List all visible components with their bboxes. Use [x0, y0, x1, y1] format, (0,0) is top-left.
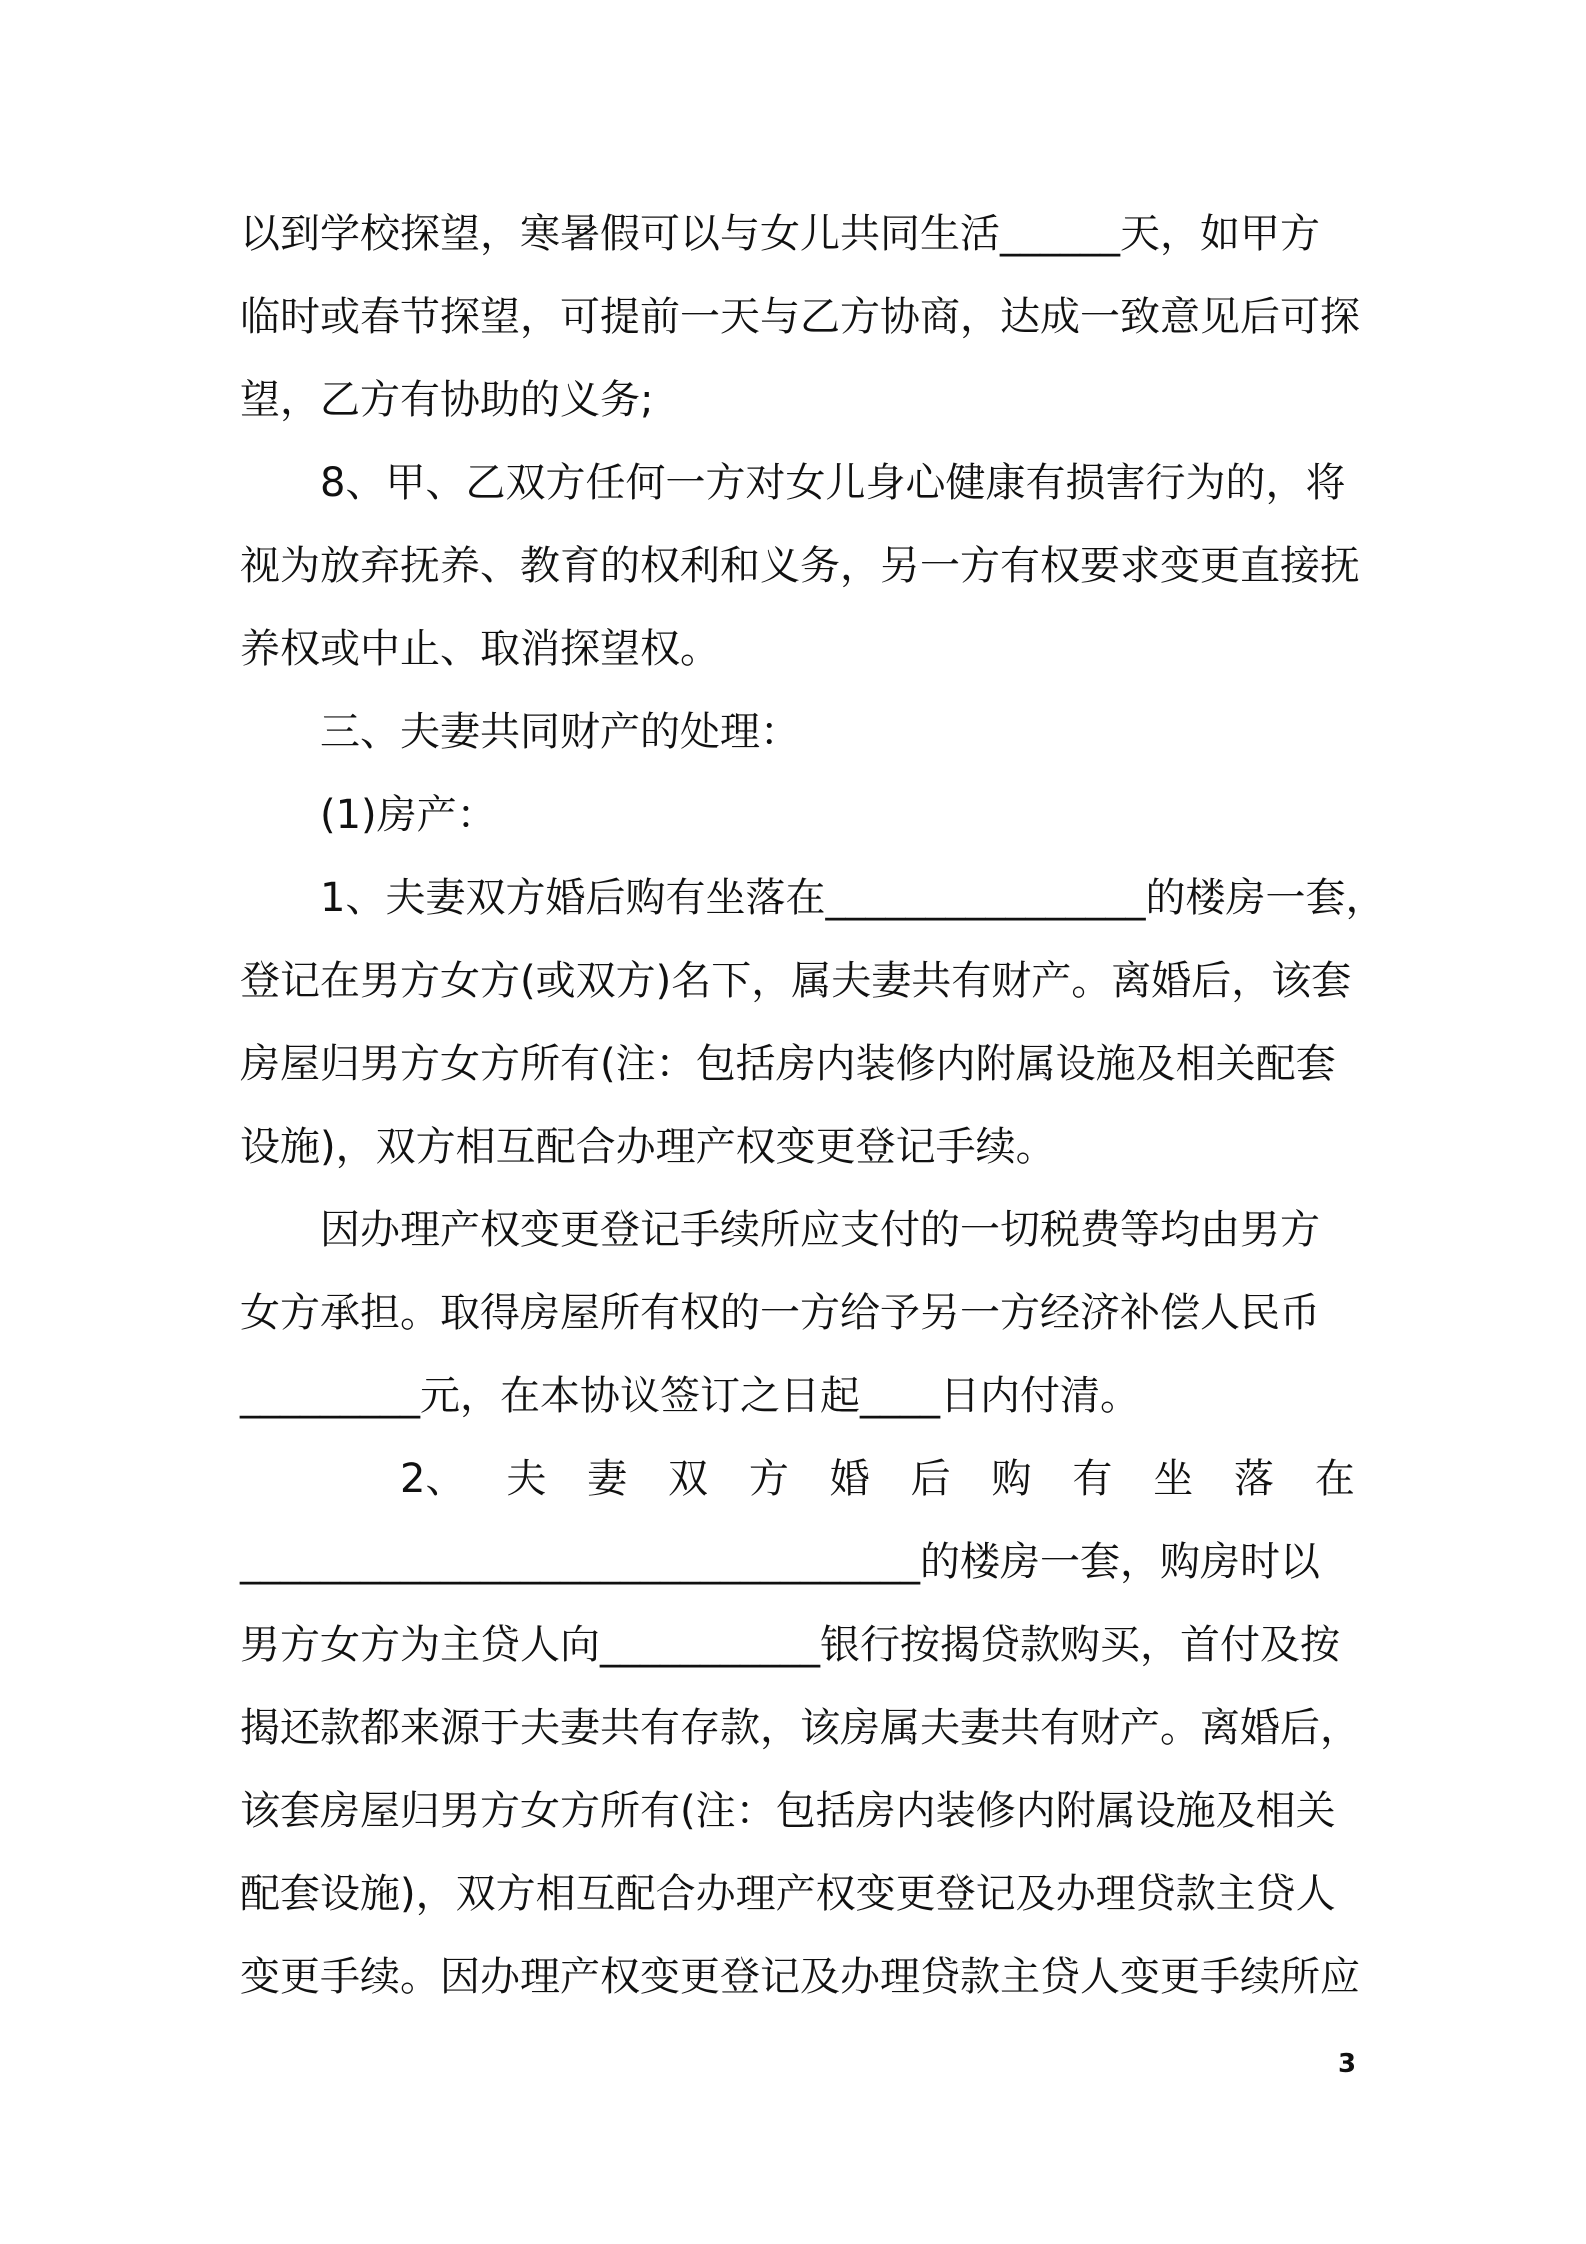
spread-char: 落 [1234, 1456, 1275, 1502]
text-line: 变更手续。因办理产权变更登记及办理贷款主贷人变更手续所应 [240, 1954, 1360, 2000]
text-line: 8、甲、乙双方任何一方对女儿身心健康有损害行为的，将 [320, 460, 1346, 506]
text-line: 临时或春节探望，可提前一天与乙方协商，达成一致意见后可探 [240, 294, 1360, 340]
text-line: 望，乙方有协助的义务; [240, 377, 654, 423]
text-line: 因办理产权变更登记手续所应支付的一切税费等均由男方 [320, 1207, 1320, 1253]
text-line: 配套设施)，双方相互配合办理产权变更登记及办理贷款主贷人 [240, 1871, 1336, 1917]
text-line: __________________________________的楼房一套，购房时以 [240, 1539, 1320, 1585]
text-line: 以到学校探望，寒暑假可以与女儿共同生活______天，如甲方 [240, 211, 1320, 257]
text-line: 登记在男方女方(或双方)名下，属夫妻共有财产。离婚后，该套 [240, 958, 1352, 1004]
text-line: 视为放弃抚养、教育的权利和义务，另一方有权要求变更直接抚 [240, 543, 1360, 589]
spread-char: 后 [910, 1456, 951, 1502]
text-line: 揭还款都来源于夫妻共有存款，该房属夫妻共有财产。离婚后， [240, 1705, 1360, 1751]
spread-char: 妻 [587, 1456, 628, 1502]
spread-char: 有 [1072, 1456, 1113, 1502]
document-body [240, 193, 1386, 2019]
spread-text-line [240, 1438, 1355, 1521]
page-number: 3 [1338, 2049, 1357, 2079]
text-line: 设施)，双方相互配合办理产权变更登记手续。 [240, 1124, 1056, 1170]
text-line: _________元，在本协议签订之日起____日内付清。 [240, 1373, 1140, 1419]
spread-char: 2、 [400, 1456, 466, 1502]
spread-char: 双 [668, 1456, 709, 1502]
text-line: 女方承担。取得房屋所有权的一方给予另一方经济补偿人民币 [240, 1290, 1320, 1336]
section-heading: 三、夫妻共同财产的处理： [320, 709, 800, 755]
text-line: 房屋归男方女方所有(注：包括房内装修内附属设施及相关配套 [240, 1041, 1336, 1087]
text-line: 养权或中止、取消探望权。 [240, 626, 720, 672]
text-line: 1、夫妻双方婚后购有坐落在________________的楼房一套， [320, 875, 1386, 921]
spread-char: 婚 [829, 1456, 870, 1502]
subsection-heading: (1)房产： [320, 792, 497, 838]
spread-char: 在 [1314, 1456, 1355, 1502]
text-line: 男方女方为主贷人向___________银行按揭贷款购买，首付及按 [240, 1622, 1340, 1668]
spread-char: 夫 [506, 1456, 547, 1502]
spread-char: 方 [748, 1456, 789, 1502]
spread-char: 坐 [1153, 1456, 1194, 1502]
text-line: 该套房屋归男方女方所有(注：包括房内装修内附属设施及相关 [240, 1788, 1336, 1834]
spread-char: 购 [991, 1456, 1032, 1502]
